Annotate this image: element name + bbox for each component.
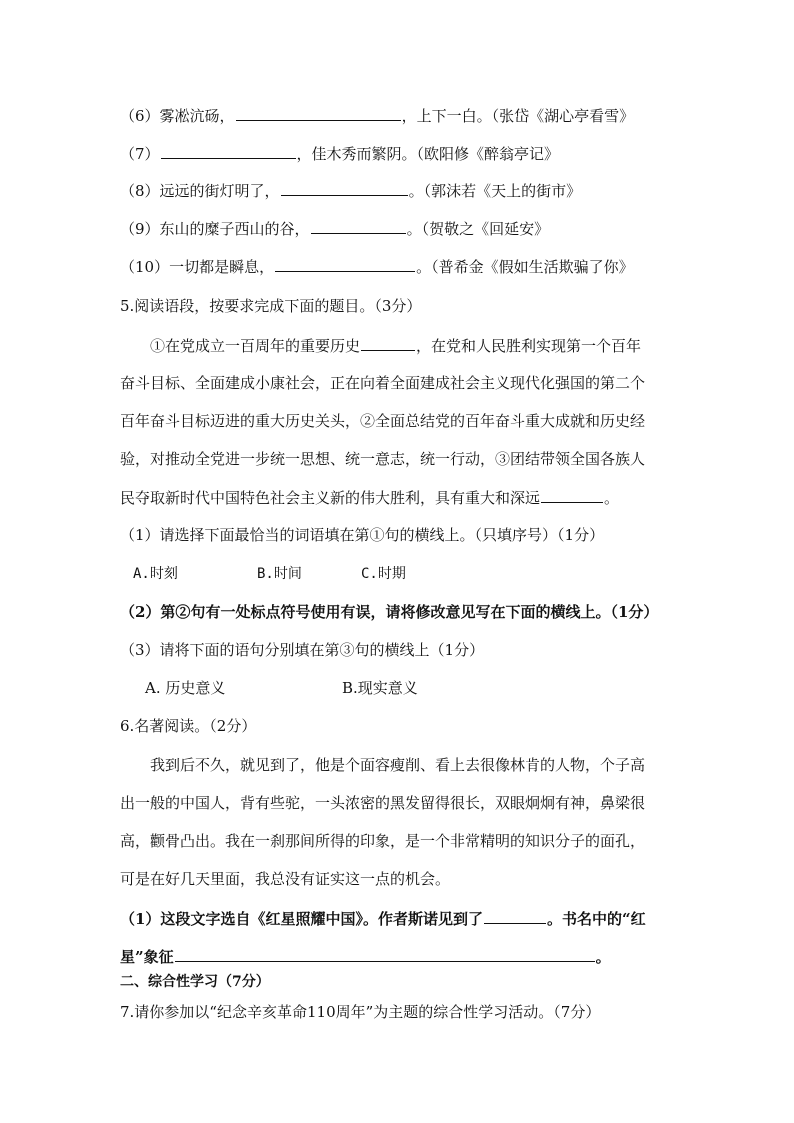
q7-heading: 7.请你参加以“纪念辛亥革命110周年”为主题的综合性学习活动。（7分） bbox=[120, 1003, 601, 1021]
answer-blank[interactable] bbox=[484, 908, 546, 924]
q6-para-line: 可是在好几天里面，我总没有证实这一点的机会。 bbox=[120, 870, 451, 888]
q5-sub1-options bbox=[133, 564, 406, 584]
q6-para-line: 我到后不久，就见到了，他是个面容瘦削、看上去很像林肯的人物，个子高 bbox=[150, 756, 646, 774]
q6-sub1-cont: 星”象征 。 bbox=[120, 948, 611, 966]
q5-sub3: （3）请将下面的语句分别填在第③句的横线上（1分） bbox=[120, 641, 485, 659]
option-a[interactable]: A. 历史意义 bbox=[145, 679, 226, 697]
q4-item-8: （8）远远的街灯明了， 。（郭沫若《天上的街市》 bbox=[120, 182, 582, 200]
answer-blank[interactable] bbox=[281, 180, 408, 196]
q5-para-line: 奋斗目标、全面建成小康社会，正在向着全面建成社会主义现代化强国的第二个 bbox=[120, 374, 646, 392]
q5-para-line: ①在党成立一百周年的重要历史 ，在党和人民胜利实现第一个百年 bbox=[150, 337, 642, 355]
q4-item-7: （7） ，佳木秀而繁阴。（欧阳修《醉翁亭记》 bbox=[120, 145, 560, 163]
q6-heading: 6.名著阅读。（2分） bbox=[120, 717, 257, 735]
answer-blank[interactable] bbox=[175, 946, 595, 962]
q6-para-line: 高，颧骨凸出。我在一刹那间所得的印象，是一个非常精明的知识分子的面孔， bbox=[120, 832, 646, 850]
answer-blank[interactable] bbox=[236, 105, 401, 121]
answer-blank[interactable] bbox=[161, 143, 296, 159]
q4-item-10: （10）一切都是瞬息， 。（普希金《假如生活欺骗了你》 bbox=[120, 258, 634, 276]
q5-para-line: 百年奋斗目标迈进的重大历史关头，②全面总结党的百年奋斗重大成就和历史经 bbox=[120, 412, 646, 430]
answer-blank[interactable] bbox=[361, 335, 415, 351]
option-c[interactable]: C.时期 bbox=[361, 566, 406, 582]
q6-sub1: （1）这段文字选自《红星照耀中国》。作者斯诺见到了 。书名中的“红 bbox=[120, 910, 646, 928]
q5-para-line: 民夺取新时代中国特色社会主义新的伟大胜利，具有重大和深远 。 bbox=[120, 489, 620, 507]
answer-blank[interactable] bbox=[275, 256, 415, 272]
q5-sub1: （1）请选择下面最恰当的词语填在第①句的横线上。（只填序号）（1分） bbox=[120, 526, 605, 544]
q5-sub3-options bbox=[145, 678, 418, 698]
q6-para-line: 出一般的中国人，背有些驼，一头浓密的黑发留得很长，双眼炯炯有神，鼻梁很 bbox=[120, 794, 646, 812]
answer-blank[interactable] bbox=[311, 218, 406, 234]
q5-sub2: （2）第②句有一处标点符号使用有误，请将修改意见写在下面的横线上。（1分） bbox=[120, 603, 659, 621]
q4-item-6: （6）雾凇沆砀， ，上下一白。（张岱《湖心亭看雪》 bbox=[120, 107, 635, 125]
q5-heading: 5.阅读语段，按要求完成下面的题目。（3分） bbox=[120, 297, 422, 315]
option-a[interactable]: A.时刻 bbox=[133, 566, 178, 582]
q5-para-line: 验，对推动全党进一步统一思想、统一意志，统一行动，③团结带领全国各族人 bbox=[120, 450, 646, 468]
section-heading: 二、综合性学习（7分） bbox=[120, 974, 270, 990]
q4-item-9: （9）东山的糜子西山的谷， 。（贺敬之《回延安》 bbox=[120, 220, 550, 238]
option-b[interactable]: B.时间 bbox=[257, 566, 302, 582]
answer-blank[interactable] bbox=[541, 487, 603, 503]
option-b[interactable]: B.现实意义 bbox=[342, 679, 418, 697]
